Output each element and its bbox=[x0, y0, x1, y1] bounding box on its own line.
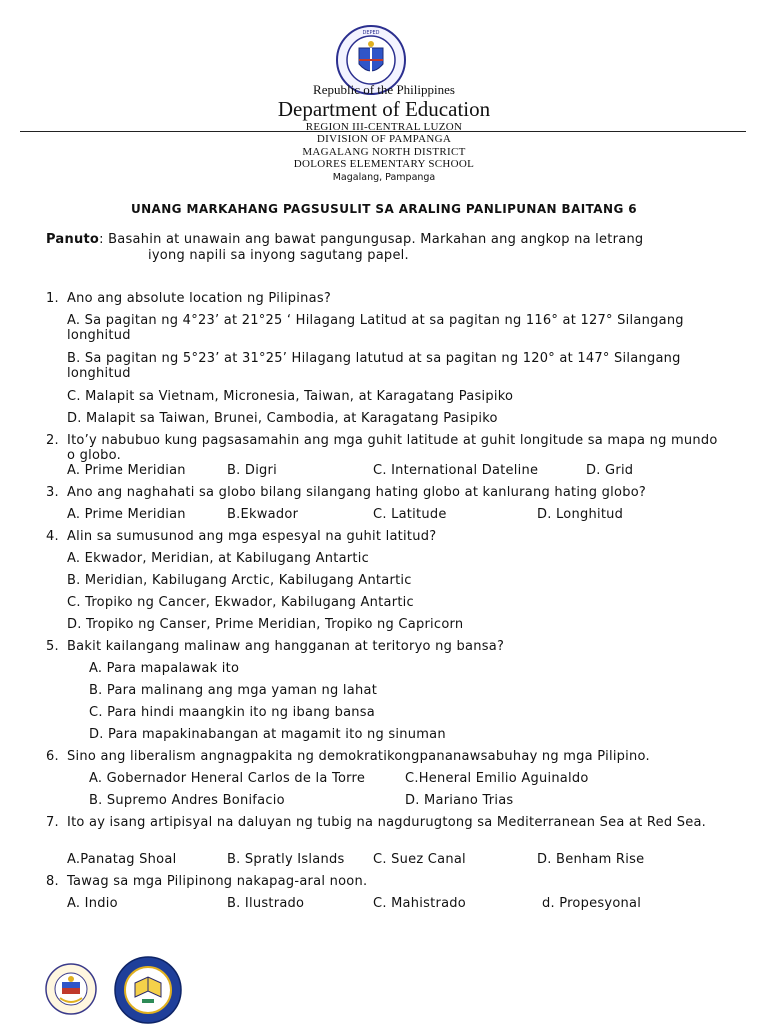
question-6-choice-b: B. Supremo Andres Bonifacio bbox=[89, 793, 285, 808]
question-7-choice-b: B. Spratly Islands bbox=[227, 852, 345, 867]
question-1-choice-d: D. Malapit sa Taiwan, Brunei, Cambodia, at Karagatang Pasipiko bbox=[67, 411, 498, 426]
question-8-text: Tawag sa mga Pilipinong nakapag-aral noon. bbox=[67, 874, 368, 889]
instructions-line-1 bbox=[46, 232, 643, 247]
question-8-choice-b: B. Ilustrado bbox=[227, 896, 305, 911]
question-3-choice-a: A. Prime Meridian bbox=[67, 507, 186, 522]
district-line: MAGALANG NORTH DISTRICT bbox=[302, 146, 466, 158]
question-8-number: 8. bbox=[46, 874, 59, 889]
question-4-choice-b: B. Meridian, Kabilugang Arctic, Kabilugang Antartic bbox=[67, 573, 412, 588]
question-5-number: 5. bbox=[46, 639, 59, 654]
department-title: Department of Education bbox=[277, 97, 491, 121]
deped-footer-logo bbox=[44, 962, 98, 1016]
question-3-number: 3. bbox=[46, 485, 59, 500]
republic-line: Republic of the Philippines bbox=[313, 82, 455, 97]
question-1-choice-a: A. Sa pagitan ng 4°23’ at 21°25 ‘ Hilagang Latitud at sa pagitan ng 116° at 127° Silangang longhitud bbox=[67, 313, 684, 343]
svg-text:DEPED: DEPED bbox=[362, 30, 380, 36]
instructions-label: Panuto bbox=[46, 232, 100, 247]
question-6-choice-c: C.Heneral Emilio Aguinaldo bbox=[405, 771, 589, 786]
question-5-choice-b: B. Para malinang ang mga yaman ng lahat bbox=[89, 683, 378, 698]
question-2-choice-d: D. Grid bbox=[586, 463, 634, 478]
question-5-choice-a: A. Para mapalawak ito bbox=[89, 661, 240, 676]
question-4-choice-d: D. Tropiko ng Canser, Prime Meridian, Tropiko ng Capricorn bbox=[67, 617, 464, 632]
instructions-line-2: iyong napili sa inyong sagutang papel. bbox=[148, 248, 409, 263]
question-7-number: 7. bbox=[46, 815, 59, 830]
question-3-choice-c: C. Latitude bbox=[373, 507, 447, 522]
question-3-choice-b: B.Ekwador bbox=[227, 507, 299, 522]
question-7-choice-c: C. Suez Canal bbox=[373, 852, 466, 867]
question-2-choice-a: A. Prime Meridian bbox=[67, 463, 186, 478]
exam-title: UNANG MARKAHANG PAGSUSULIT SA ARALING PANLIPUNAN BAITANG 6 bbox=[130, 202, 638, 216]
question-1-choice-c: C. Malapit sa Vietnam, Micronesia, Taiwan, at Karagatang Pasipiko bbox=[67, 389, 514, 404]
question-1-text: Ano ang absolute location ng Pilipinas? bbox=[67, 291, 332, 306]
question-6-choice-d: D. Mariano Trias bbox=[405, 793, 514, 808]
question-2-choice-b: B. Digri bbox=[227, 463, 278, 478]
school-footer-logo bbox=[113, 955, 183, 1025]
question-1-choice-b: B. Sa pagitan ng 5°23’ at 31°25’ Hilagang latutud at sa pagitan ng 120° at 147° Silangang longhitud bbox=[67, 351, 681, 381]
question-8-choice-d: d. Propesyonal bbox=[542, 896, 642, 911]
division-line: DIVISION OF PAMPANGA bbox=[316, 133, 452, 145]
location-line: Magalang, Pampanga bbox=[332, 172, 436, 183]
instructions-text-1: : Basahin at unawain ang bawat pangungusap. Markahan ang angkop na letrang bbox=[99, 232, 644, 247]
question-2-text: Ito’y nabubuo kung pagsasamahin ang mga guhit latitude at guhit longitude sa mapa ng mundo o globo. bbox=[67, 433, 718, 463]
question-4-text: Alin sa sumusunod ang mga espesyal na guhit latitud? bbox=[67, 529, 437, 544]
question-6-text: Sino ang liberalism angnagpakita ng demokratikongpananawsabuhay ng mga Pilipino. bbox=[67, 749, 650, 764]
question-6-choice-a: A. Gobernador Heneral Carlos de la Torre bbox=[89, 771, 366, 786]
region-line: REGION III-CENTRAL LUZON bbox=[305, 121, 463, 133]
question-1-number: 1. bbox=[46, 291, 59, 306]
question-5-choice-c: C. Para hindi maangkin ito ng ibang bansa bbox=[89, 705, 376, 720]
question-7-choice-a: A.Panatag Shoal bbox=[67, 852, 177, 867]
question-4-choice-c: C. Tropiko ng Cancer, Ekwador, Kabilugang Antartic bbox=[67, 595, 414, 610]
question-4-number: 4. bbox=[46, 529, 59, 544]
question-2-choice-c: C. International Dateline bbox=[373, 463, 539, 478]
school-line: DOLORES ELEMENTARY SCHOOL bbox=[293, 158, 475, 170]
question-3-choice-d: D. Longhitud bbox=[537, 507, 624, 522]
question-8-choice-a: A. Indio bbox=[67, 896, 118, 911]
question-5-text: Bakit kailangang malinaw ang hangganan at teritoryo ng bansa? bbox=[67, 639, 505, 654]
question-5-choice-d: D. Para mapakinabangan at magamit ito ng sinuman bbox=[89, 727, 446, 742]
question-6-number: 6. bbox=[46, 749, 59, 764]
question-7-choice-d: D. Benham Rise bbox=[537, 852, 645, 867]
question-3-text: Ano ang naghahati sa globo bilang silangang hating globo at kanlurang hating globo? bbox=[67, 485, 647, 500]
question-4-choice-a: A. Ekwador, Meridian, at Kabilugang Antartic bbox=[67, 551, 370, 566]
question-8-choice-c: C. Mahistrado bbox=[373, 896, 467, 911]
question-2-number: 2. bbox=[46, 433, 59, 448]
question-7-text: Ito ay isang artipisyal na daluyan ng tubig na nagdurugtong sa Mediterranean Sea at Red Sea. bbox=[67, 815, 707, 830]
